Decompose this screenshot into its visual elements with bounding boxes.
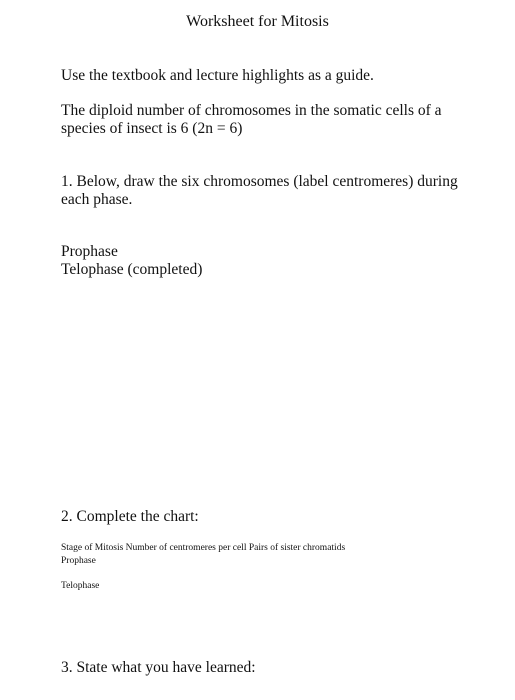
chart-header: Stage of Mitosis Number of centromeres per cell Pairs of sister chromatids <box>61 543 346 553</box>
question-2: 2. Complete the chart: <box>61 508 199 525</box>
diploid-text-line-1: The diploid number of chromosomes in the somatic cells of a <box>61 102 442 119</box>
phase-label-telophase: Telophase (completed) <box>61 261 203 278</box>
intro-text: Use the textbook and lecture highlights as a guide. <box>61 67 374 84</box>
phase-label-prophase: Prophase <box>61 243 118 260</box>
worksheet-title: Worksheet for Mitosis <box>186 13 329 30</box>
question-1-line-2: each phase. <box>61 191 133 208</box>
question-1-line-1: 1. Below, draw the six chromosomes (label centromeres) during <box>61 173 458 190</box>
chart-row-telophase: Telophase <box>61 581 100 591</box>
chart-row-prophase: Prophase <box>61 556 96 566</box>
question-3: 3. State what you have learned: <box>61 659 256 676</box>
diploid-text-line-2: species of insect is 6 (2n = 6) <box>61 120 243 137</box>
